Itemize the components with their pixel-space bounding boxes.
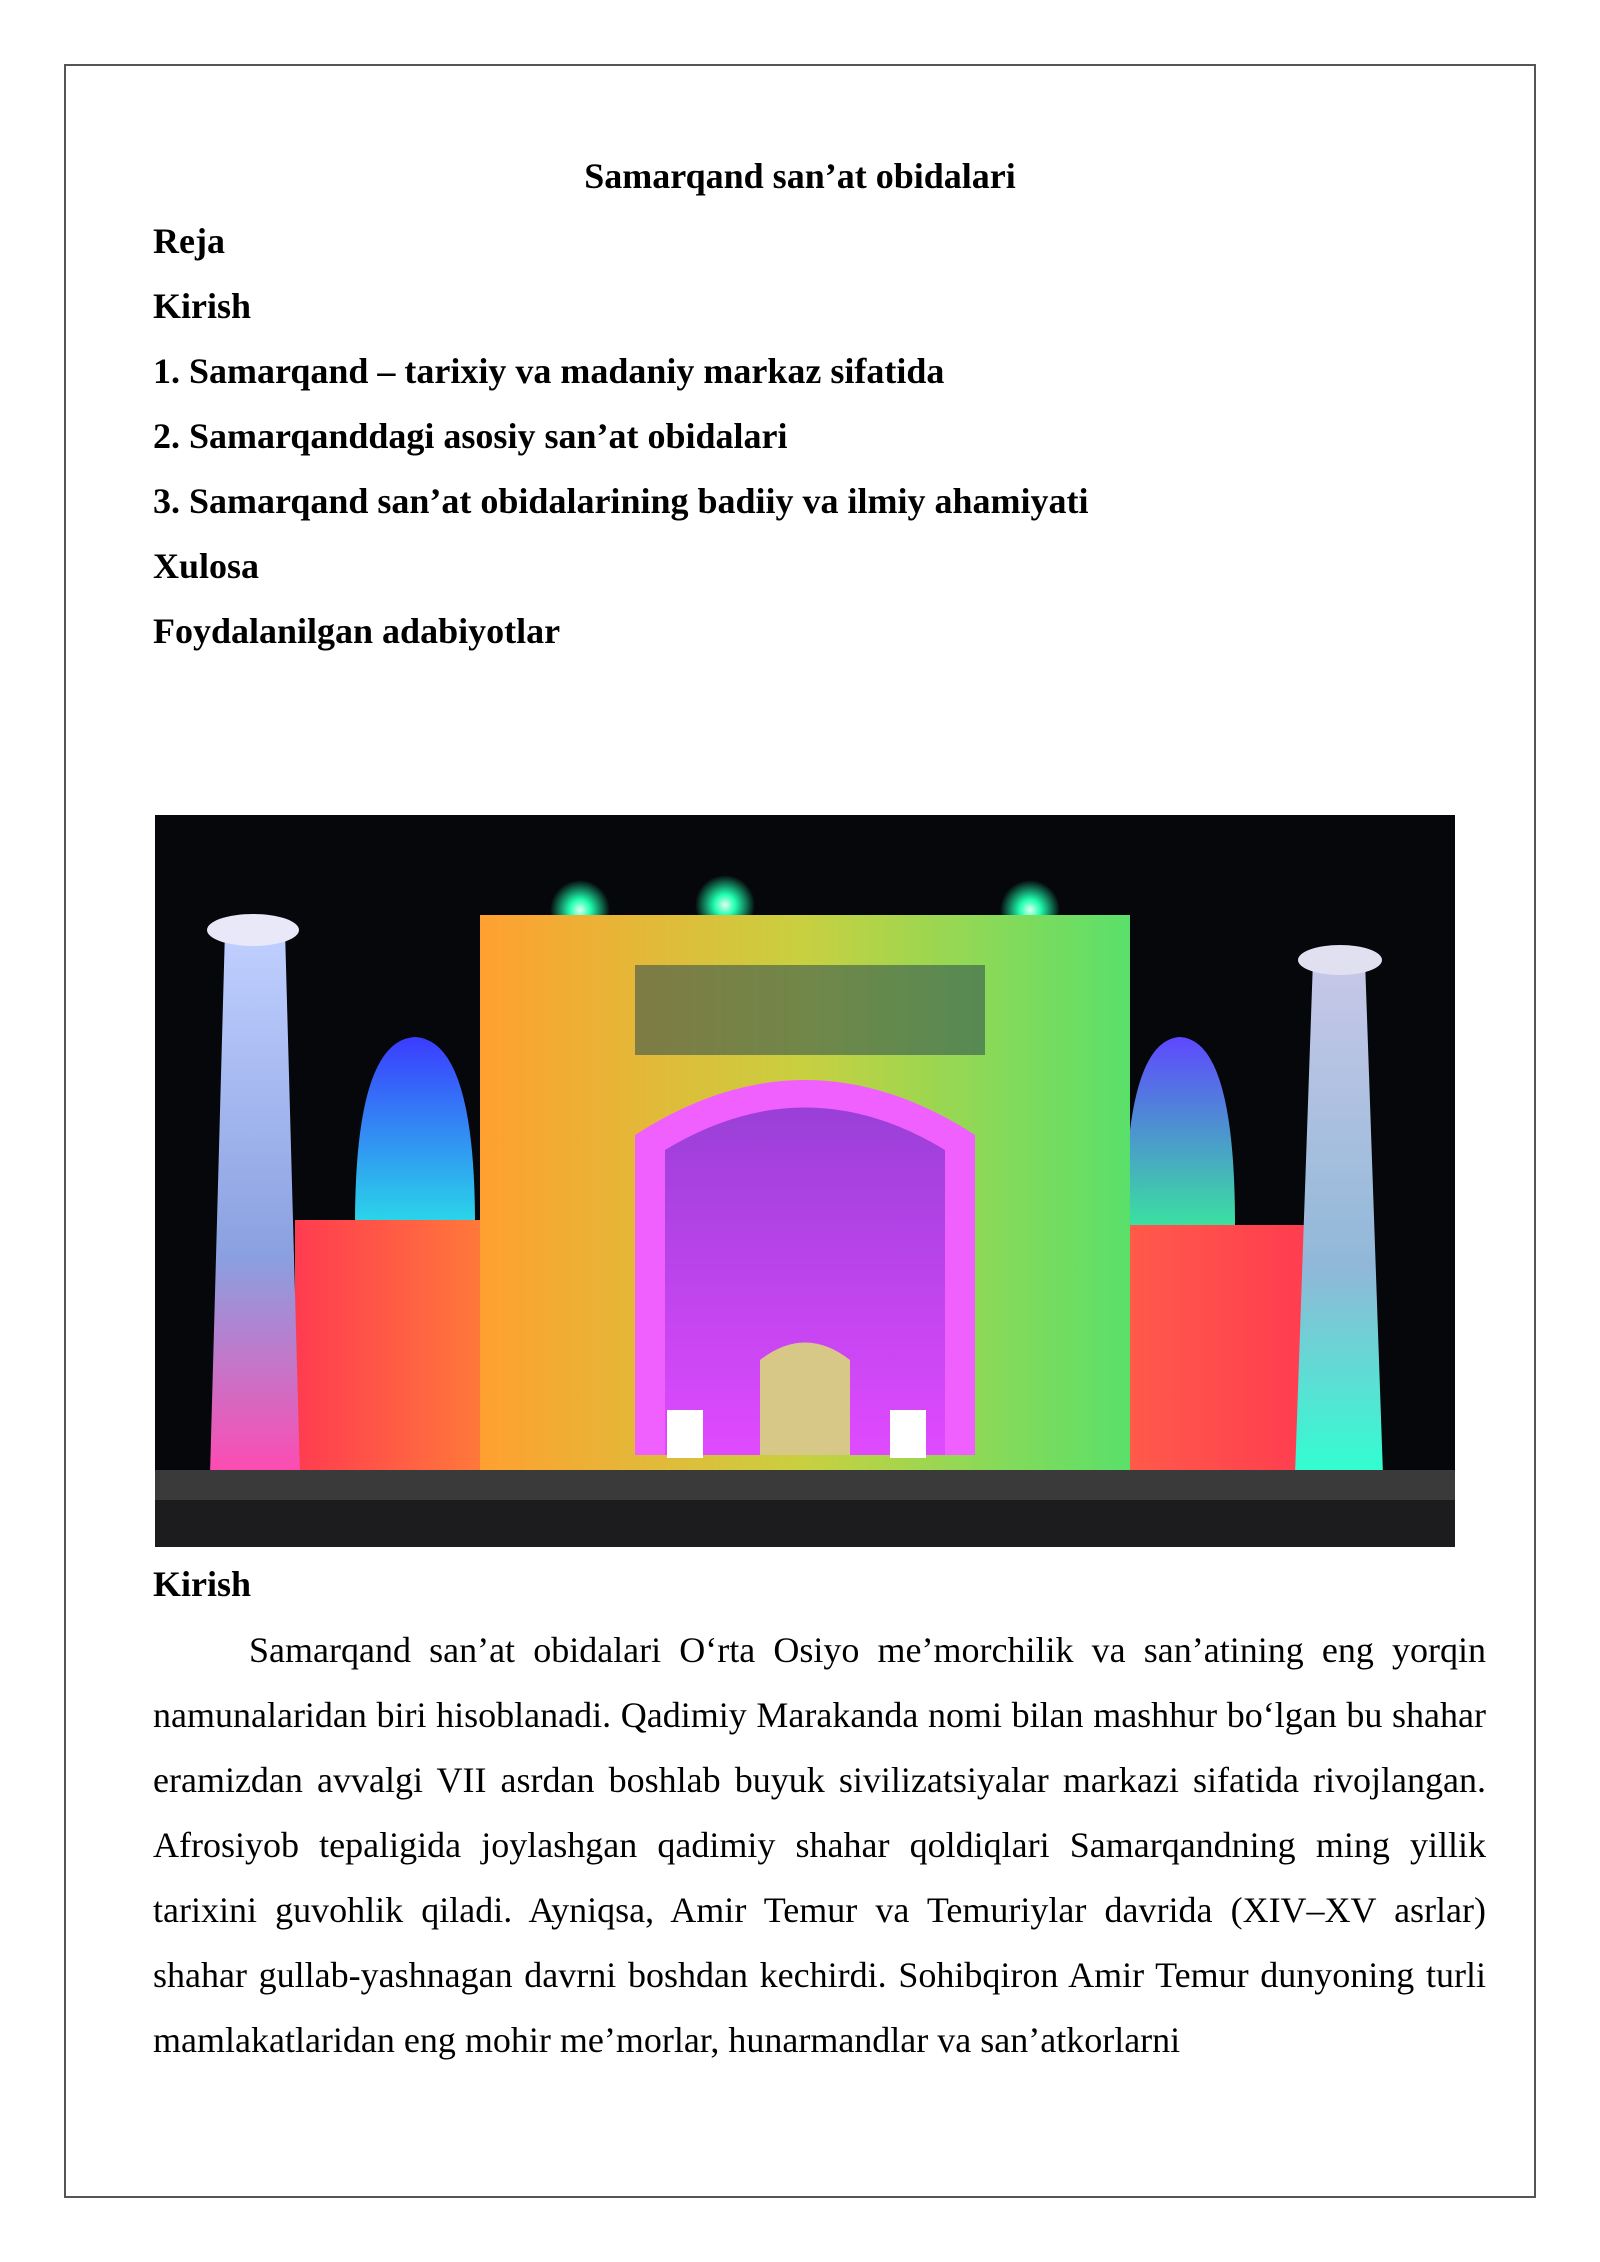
plan-item-1: 1. Samarqand – tarixiy va madaniy markaz sifatida [153, 351, 945, 391]
section-heading-introduction: Kirish [153, 1564, 252, 1604]
door-right [890, 1410, 926, 1458]
door-left [667, 1410, 703, 1458]
plan-heading: Reja [153, 221, 225, 261]
plan-outline [153, 217, 1493, 672]
minaret-right-cap [1298, 945, 1382, 975]
plan-item-3: 3. Samarqand san’at obidalarining badiiy va ilmiy ahamiyati [153, 481, 1089, 521]
wall-left [295, 1220, 485, 1480]
minaret-left [210, 930, 300, 1475]
plan-item-conclusion: Xulosa [153, 546, 260, 586]
plinth [155, 1470, 1455, 1500]
illuminated-madrasa-photo [155, 815, 1455, 1547]
plan-item-introduction: Kirish [153, 286, 252, 326]
madrasa-illustration [155, 815, 1455, 1547]
plan-item-references: Foydalanilgan adabiyotlar [153, 611, 561, 651]
wall-right [1130, 1225, 1315, 1480]
plan-item-2: 2. Samarqanddagi asosiy san’at obidalari [153, 416, 788, 456]
square-ground [155, 1500, 1455, 1547]
document-title: Samarqand san’at obidalari [584, 156, 1016, 196]
portal-mosaic-band [635, 965, 985, 1055]
minaret-left-cap [207, 914, 299, 946]
introduction-paragraph: Samarqand san’at obidalari O‘rta Osiyo me’morchilik va san’atining eng yorqin namunalaridan biri hisoblanadi. Qadimiy Marakanda nomi bilan mashhur bo‘lgan bu shahar eramizdan avvalgi VII asrdan boshlab buyuk sivilizatsiyalar markazi sifatida rivojlangan. Afrosiyob tepaligida joylashgan qadimiy shahar qoldiqlari Samarqandning ming yillik tarixini guvohlik qiladi. Ayniqsa, Amir Temur va Temuriylar davrida (XIV–XV asrlar) shahar gullab-yashnagan davrni boshdan kechirdi. Sohibqiron Amir Temur dunyoning turli mamlakatlaridan eng mohir me’morlar, hunarmandlar va san’atkorlarni [153, 1630, 1486, 2060]
inner-doorway [760, 1343, 850, 1456]
